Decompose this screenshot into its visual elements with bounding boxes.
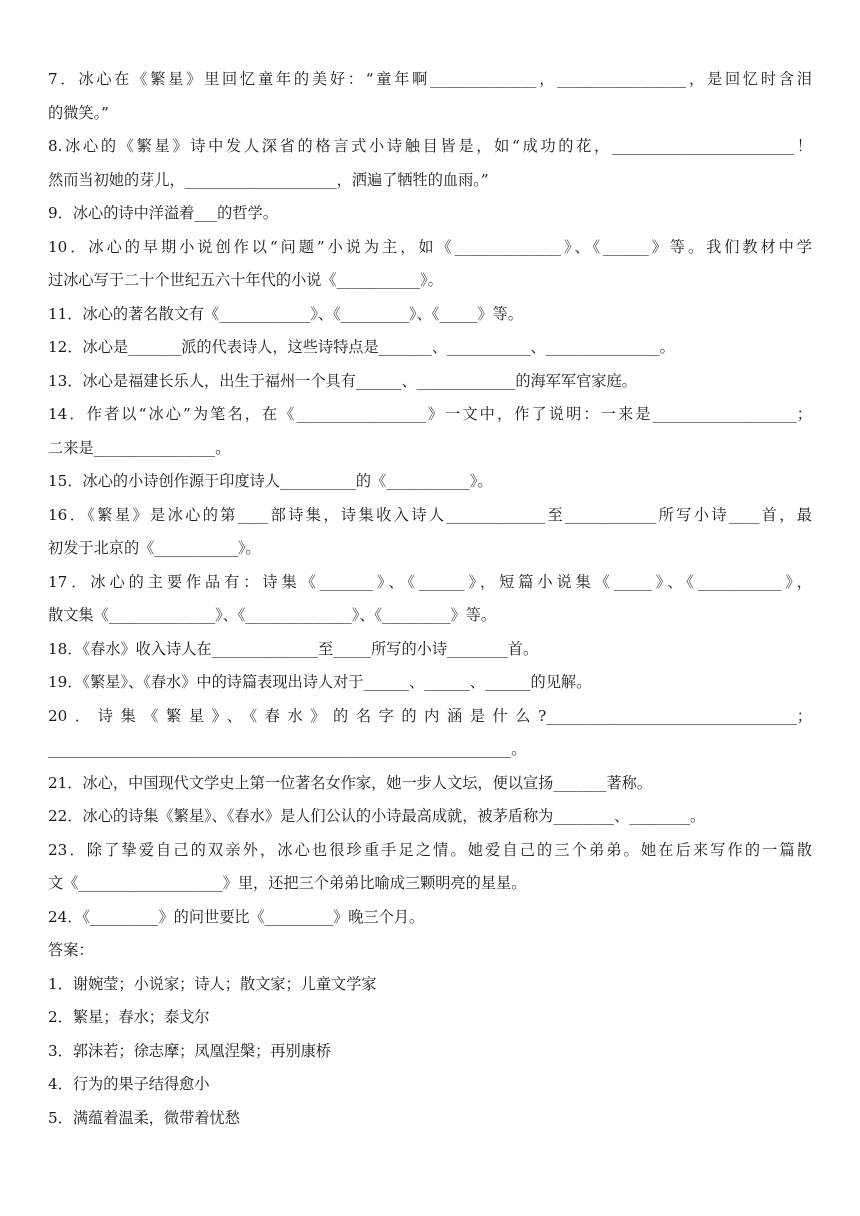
question-17-line-1: 17．冰心的主要作品有：诗集《_______》、《______》，短篇小说集《_____》、《___________》， (48, 572, 812, 591)
question-20-line-2: _____________________________________________________________。 (48, 740, 527, 758)
question-17-line-2: 散文集《______________》、《______________》、《_________》等。 (48, 606, 497, 624)
question-23-line-1: 23．除了挚爱自己的双亲外，冰心也很珍重手足之情。她爱自己的三个弟弟。她在后来写作的一篇散 (48, 840, 812, 859)
question-8-line-1: 8.冰心的《繁星》诗中发人深省的格言式小诗触目皆是，如“成功的花，________________________！ (48, 137, 812, 155)
question-10-line-2: 过冰心写于二十个世纪五六十年代的小说《___________》。 (48, 271, 443, 289)
question-15: 15．冰心的小诗创作源于印度诗人__________的《___________》。 (48, 472, 493, 490)
question-13: 13．冰心是福建长乐人，出生于福州一个具有______、_____________的海军军官家庭。 (48, 371, 637, 390)
answers-heading: 答案： (48, 941, 94, 959)
question-20-line-1: 20．诗集《繁星》、《春水》的名字的内涵是什么?_________________________________； (48, 706, 812, 725)
question-12: 12．冰心是_______派的代表诗人，这些诗特点是_______、___________、_______________。 (48, 338, 675, 356)
question-21: 21．冰心，中国现代文学史上第一位著名女作家，她一步人文坛，便以宣扬_______著称。 (48, 773, 653, 792)
answer-3: 3．郭沫若；徐志摩；凤凰涅槃；再别康桥 (48, 1041, 332, 1060)
question-14-line-2: 二来是________________。 (48, 438, 231, 457)
question-8-line-2: 然而当初她的芽儿，____________________，洒遍了牺牲的血雨。” (48, 170, 489, 189)
question-22: 22．冰心的诗集《繁星》、《春水》是人们公认的小诗最高成就，被茅盾称为________、________。 (48, 807, 706, 825)
question-16-line-2: 初发于北京的《___________》。 (48, 539, 261, 557)
question-24: 24．《_________》的问世要比《_________》晚三个月。 (48, 907, 425, 926)
question-23-line-2: 文《___________________》里，还把三个弟弟比喻成三颗明亮的星星。 (48, 874, 527, 892)
question-16-line-1: 16．《繁星》是冰心的第____部诗集，诗集收入诗人_____________至____________所写小诗____首，最 (48, 505, 812, 524)
answer-4: 4．行为的果子结得愈小 (48, 1075, 210, 1093)
question-7-line-2: 的微笑。” (48, 103, 109, 122)
answer-1: 1．谢婉莹；小说家；诗人；散文家；儿童文学家 (48, 974, 377, 993)
question-9: 9．冰心的诗中洋溢着___的哲学。 (48, 204, 278, 222)
question-11: 11．冰心的著名散文有《____________》、《_________》、《_____》等。 (48, 304, 523, 323)
question-7-line-1: 7．冰心在《繁星》里回忆童年的美好：“童年啊______________，_________________，是回忆时含泪 (48, 70, 812, 88)
question-14-line-1: 14．作者以“冰心”为笔名，在《_________________》一文中，作了说明：一来是___________________； (48, 405, 812, 423)
answer-2: 2．繁星；春水；泰戈尔 (48, 1008, 210, 1026)
question-19: 19．《繁星》、《春水》中的诗篇表现出诗人对于______、______、______的见解。 (48, 673, 592, 691)
question-10-line-1: 10．冰心的早期小说创作以“问题”小说为主，如《______________》、《______》等。我们教材中学 (48, 237, 812, 256)
question-18: 18．《春水》收入诗人在______________至_____所写的小诗________首。 (48, 639, 539, 658)
answer-5: 5．满蕴着温柔，微带着忧愁 (48, 1108, 240, 1127)
